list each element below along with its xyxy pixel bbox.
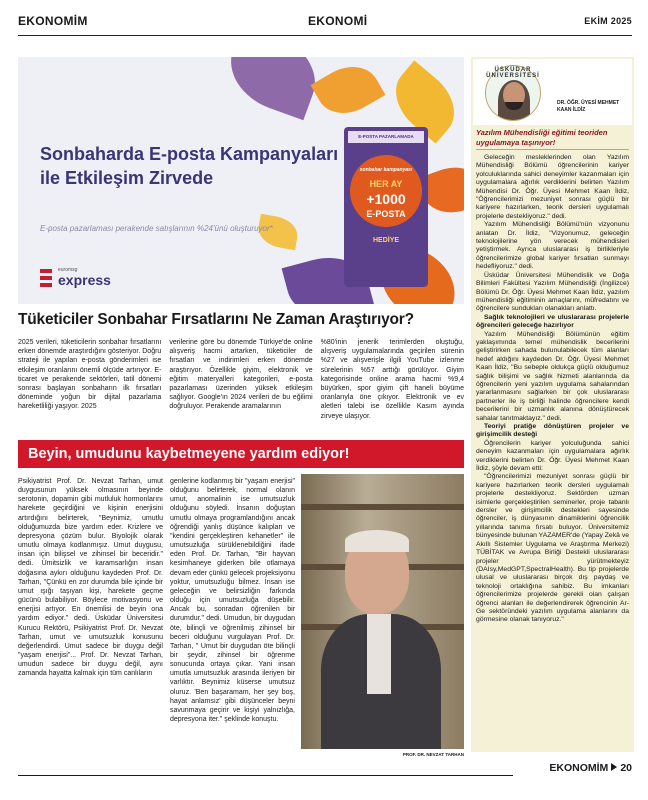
bag-tag: E-POSTA PAZARLAMADA <box>348 131 424 143</box>
page-footer <box>520 762 632 774</box>
portrait-photo <box>301 474 464 749</box>
bag-line5: HEDİYE <box>372 237 400 244</box>
sidebar-profile <box>473 59 632 125</box>
sidebar-headline: Yazılım Mühendisliği eğitimi teoriden uygulamaya taşınıyor! <box>476 128 629 150</box>
sidebar-paragraph: Üsküdar Üniversitesi Mühendislik ve Doğa Bilimleri Fakültesi Yazılım Mühendisliği (İngilizce) Bölümü Dr. Öğr. Üyesi Mehmet Kaan İldiz, yazılım mühendisliği eğitiminin amaçlarını, müfredatını ve öğrencilere sundukları olanakları anlattı. <box>476 271 629 313</box>
bag-line2: HER AY <box>369 179 403 189</box>
promo-bag <box>344 127 428 287</box>
article2-col2: genlerine kodlanmış bir "yaşam enerjisi" olduğunu belirterek, normal olanın umut, anomalinin ise umutsuzluk olduğunu söyledi. İnsanın doğuştan umutlu olmaya programlandığını ancak öğrendiği yanlış düşünce kalıpları ve "kendini gerçekleştiren kehanetler" ile umutsuzluğa sürüklenebildiğini ifade eden Prof. Dr. Tarhan, "Bir hayvan kesimhaneye giderken bile otlamaya devam eder çünkü gelecek projeksiyonu yoktur, umutsuzluğu bilmez. İnsan ise geleceğin ve belirsizliğin farkında olduğu için umutsuzluğa düşebilir. Ancak bu, sonradan öğrenilen bir durumdur." dedi. Umudun, bir duygudan öte, bilinçli ve öğrenilmiş zihinsel bir beceri olduğunu vurgulayan Prof. Dr. Tarhan, " Umut bir duygudan öte bilinçli bir şeydir, zihinsel bir öğrenme sonucunda ortaya çıkar. Yani insan umutla umutsuzluk arasında ileriyen bir varlıktır. Beynimiz küserse umutsuz oluruz. 'Ben başaramam, her şey boş, hayat anlamsız' gibi düşünceler beyni savunmaya geçirir ve kişiyi yalnızlığa, depresyona iter." şeklinde konuştu. <box>170 478 295 724</box>
header-date: EKİM 2025 <box>584 16 632 26</box>
article1-body <box>18 338 464 422</box>
sidebar-paragraph: Yazılım Mühendisliği Bölümünün eğitim yaklaşımında temel mühendislik becerilerini geliştirirken sahada bulunulabilecek tüm alanları hedef aldığını kaydeden Dr. Öğr. Üyesi Mehmet Kaan İldiz, "Bu sebeple oldukça güçlü olduğumuz sağlık bilişimi ve sağlık hizmeti alanlarında da öğrencilerin yeni yazılım uygulama sahalarından yararlanmasını sağlarken bir çok uluslararası partnerler ile iş birliği halinde öğrencilere kendi becerilerini bir uzmanlık alanına dönüştürecek sahalar tanıtmaktayız." dedi. <box>476 330 629 422</box>
bag-line4: E-POSTA <box>366 209 406 219</box>
article1-col3: %80'inin jenerik terimlerden oluştuğu, alışveriş uygulamalarında geçirilen sürenin %27 ve alışverişle ilgili YouTube izlenme sürelerinin %57 arttığı görülüyor. Giyim kategorisinde online arama hacmi %9,4 büyürken, spor giyim çift haneli büyüme oranlarıyla öne çıkıyor. Elektronik ve ev aletleri talebi ise özellikle Kasım ayında zirveye ulaşıyor. <box>320 339 464 420</box>
header-left-title: EKONOMİM <box>18 14 88 28</box>
sidebar-subhead: Teoriyi pratiğe dönüştüren projeler ve girişimcilik desteği <box>476 423 629 439</box>
sidebar-subhead: Sağlık teknolojileri ve uluslararası projelerle öğrencileri geleceğe hazırlıyor <box>476 313 629 330</box>
article2-headline: Beyin, umudunu kaybetmeyene yardım ediyor! <box>18 440 464 468</box>
bag-line3: +1000 <box>366 191 406 207</box>
leaf-decoration <box>219 57 328 120</box>
header-section: EKONOMİ <box>308 14 368 28</box>
brand-name: express <box>58 272 111 288</box>
badge-text: ÜSKÜDAR ÜNİVERSİTESİ <box>486 67 540 79</box>
hero-advertisement <box>18 57 464 304</box>
article1-col2: verilerine göre bu dönemde Türkiye'de online alışveriş hacmi artarken, tüketiciler de fırsatları ve indirimleri erken dönemde araştırıyor. Özellikle giyim, elektronik ve eğitim materyalleri kategorileri, e-posta pazarlaması üzerinden yüksek etkileşim sağlıyor. Google'ın 2024 verileri de bu eğilimi doğruluyor. Perakende aramalarının <box>169 339 313 411</box>
footer-label: EKONOMİM <box>549 762 609 774</box>
sidebar-paragraph: Geleceğin mesleklerinden olan Yazılım Mühendisliği Bölümü öğrencilerinin kariyer yolculuklarında sahici deneyimler kazanmaları için uygulamalara ağırlık verdiklerini belirten Yazılım Mühendisi Dr. Öğr. Üyesi Mehmet Kaan İldiz, "Öğrencilerimizi mezuniyet sonrası güçlü bir kariyere hazırlarken, teorik dersleri uygulamalı projelerle destekliyoruz." dedi. <box>476 154 629 220</box>
brand-small: euromsg <box>58 267 78 273</box>
sidebar-paragraph: Öğrencilerin kariyer yolculuğunda sahici deneyim kazanmaları için uygulamalara ağırlık verdiklerini belirten Dr. Öğr. Üyesi Mehmet Kaan İldiz, şöyle devam etti: <box>476 439 629 473</box>
article2-col1: Psikiyatrist Prof. Dr. Nevzat Tarhan, umut duygusunun yüksek olmasının beyinde serotonin, dopamin gibi mutluluk hormonlarını harekete geçirdiğini ve kişinin enerjisini artırdığını belirterek, "Beynimiz, umutlu olduğumuzda bize yardım eder. Krizlere ve depresyona çözüm bulur. Biyolojik olarak umutlu olmaya kodlanmışız. Umut duygusu, insan için bilişsel ve zihinsel bir beceridir." dedi. Ümitsizlik ve karamsarlığın insan doğasına aykırı olduğunu kaydeden Prof. Dr. Tarhan, "Çünkü en zor durumda bile içinde bir umut ışığı taşıyan kişi, harekete geçme gücünü bulabiliyor. Böylece motivasyonu ve enerjisi artıyor. En önemlisi de beyin ona yardım ediyor." dedi. Üsküdar Üniversitesi Kurucu Rektörü, Psikiyatrist Prof. Dr. Nevzat Tarhan, umut ve umutsuzluk konusunu değerlendirdi. Umut sadece bir duygu değil "yaşam enerjisi"... Prof. Dr. Nevzat Tarhan, umudun sadece bir duygu değil, aynı zamanda hayatta kalmak için tüm canlıların <box>18 478 163 678</box>
hero-subtitle: E-posta pazarlaması perakende satışlarının %24'ünü oluşturuyor* <box>40 224 273 233</box>
page-number: 20 <box>620 762 632 774</box>
sidebar-paragraph: Yazılım Mühendisliği Bölümü'nün vizyonunu anlatan Dr. İldiz, "Vizyonumuz, geleceğin teknolojilerine yön verecek mühendisleri yetiştirmek. Ayrıca uluslararası iş birlikleriyle öğrencilerimize global kariyer fırsatları sunmayı hedefliyoruz." dedi. <box>476 221 629 271</box>
sidebar-person-name: DR. ÖĞR. ÜYESİ MEHMET KAAN İLDİZ <box>557 100 620 113</box>
page-header <box>18 6 632 36</box>
hero-title: Sonbaharda E-posta Kampanyaları ile Etkileşim Zirvede <box>40 144 339 188</box>
bag-line1: sonbahar kampanyası <box>359 167 413 173</box>
chevron-right-icon <box>611 763 617 771</box>
photo-caption: PROF. DR. NEVZAT TARHAN <box>402 752 464 757</box>
sidebar-body <box>476 154 629 748</box>
sidebar-paragraph: "Öğrencilerimizi mezuniyet sonrası güçlü bir kariyere hazırlarken teorik dersleri uygulamalı projelerle destekliyoruz. Sektörden uzman isimlerle gerçekleştirilen seminerler, proje tabanlı dersler ve girişimcilik destekleri sayesinde öğrenciler, iş dünyasının dinamiklerini öğrencilik yıllarında tanıma fırsatı buluyor. Üniversitemiz bünyesinde bulunan YAZAMER'de (Yapay Zekâ ve Akıllı Sistemler Uygulama ve Araştırma Merkezi) TÜBİTAK ve Avrupa Birliği Destekli uluslararası projeler yürütmekteyiz (DAIsy,MedGPT,SpectralHealth). Bu tip projelerde ulusal ve uluslararası birçok dış paydaş ve teknoloji ortaklığına sahibiz. Bu imkanları öğrencilerimize projelerde gerekli olan çalışan öğrenci alanları ile değerlendirerek öğrencinin Ar-Ge sektöründeki yazılım uygulama alanlarını da görmesine olanak tanıyoruz." <box>476 473 629 624</box>
article1-headline: Tüketiciler Sonbahar Fırsatlarını Ne Zaman Araştırıyor? <box>18 311 414 328</box>
leaf-decoration <box>311 57 386 125</box>
article1-col1: 2025 verileri, tüketicilerin sonbahar fırsatlarını erken dönemde araştırdığını gösteriyor. Doğru strateji ile yapılan e-posta gönderimleri ise etkileşim oranlarını önemli ölçüde artırıyor. E-ticaret ve perakende sektörleri, tatil dönemi sonrası başlayan sonbaharın ilk fırsatları döneminde yoğun bir dijital pazarlama hareketliliği yaşıyor. 2025 <box>18 339 162 411</box>
brand-logo <box>40 267 150 291</box>
footer-rule <box>18 775 513 776</box>
